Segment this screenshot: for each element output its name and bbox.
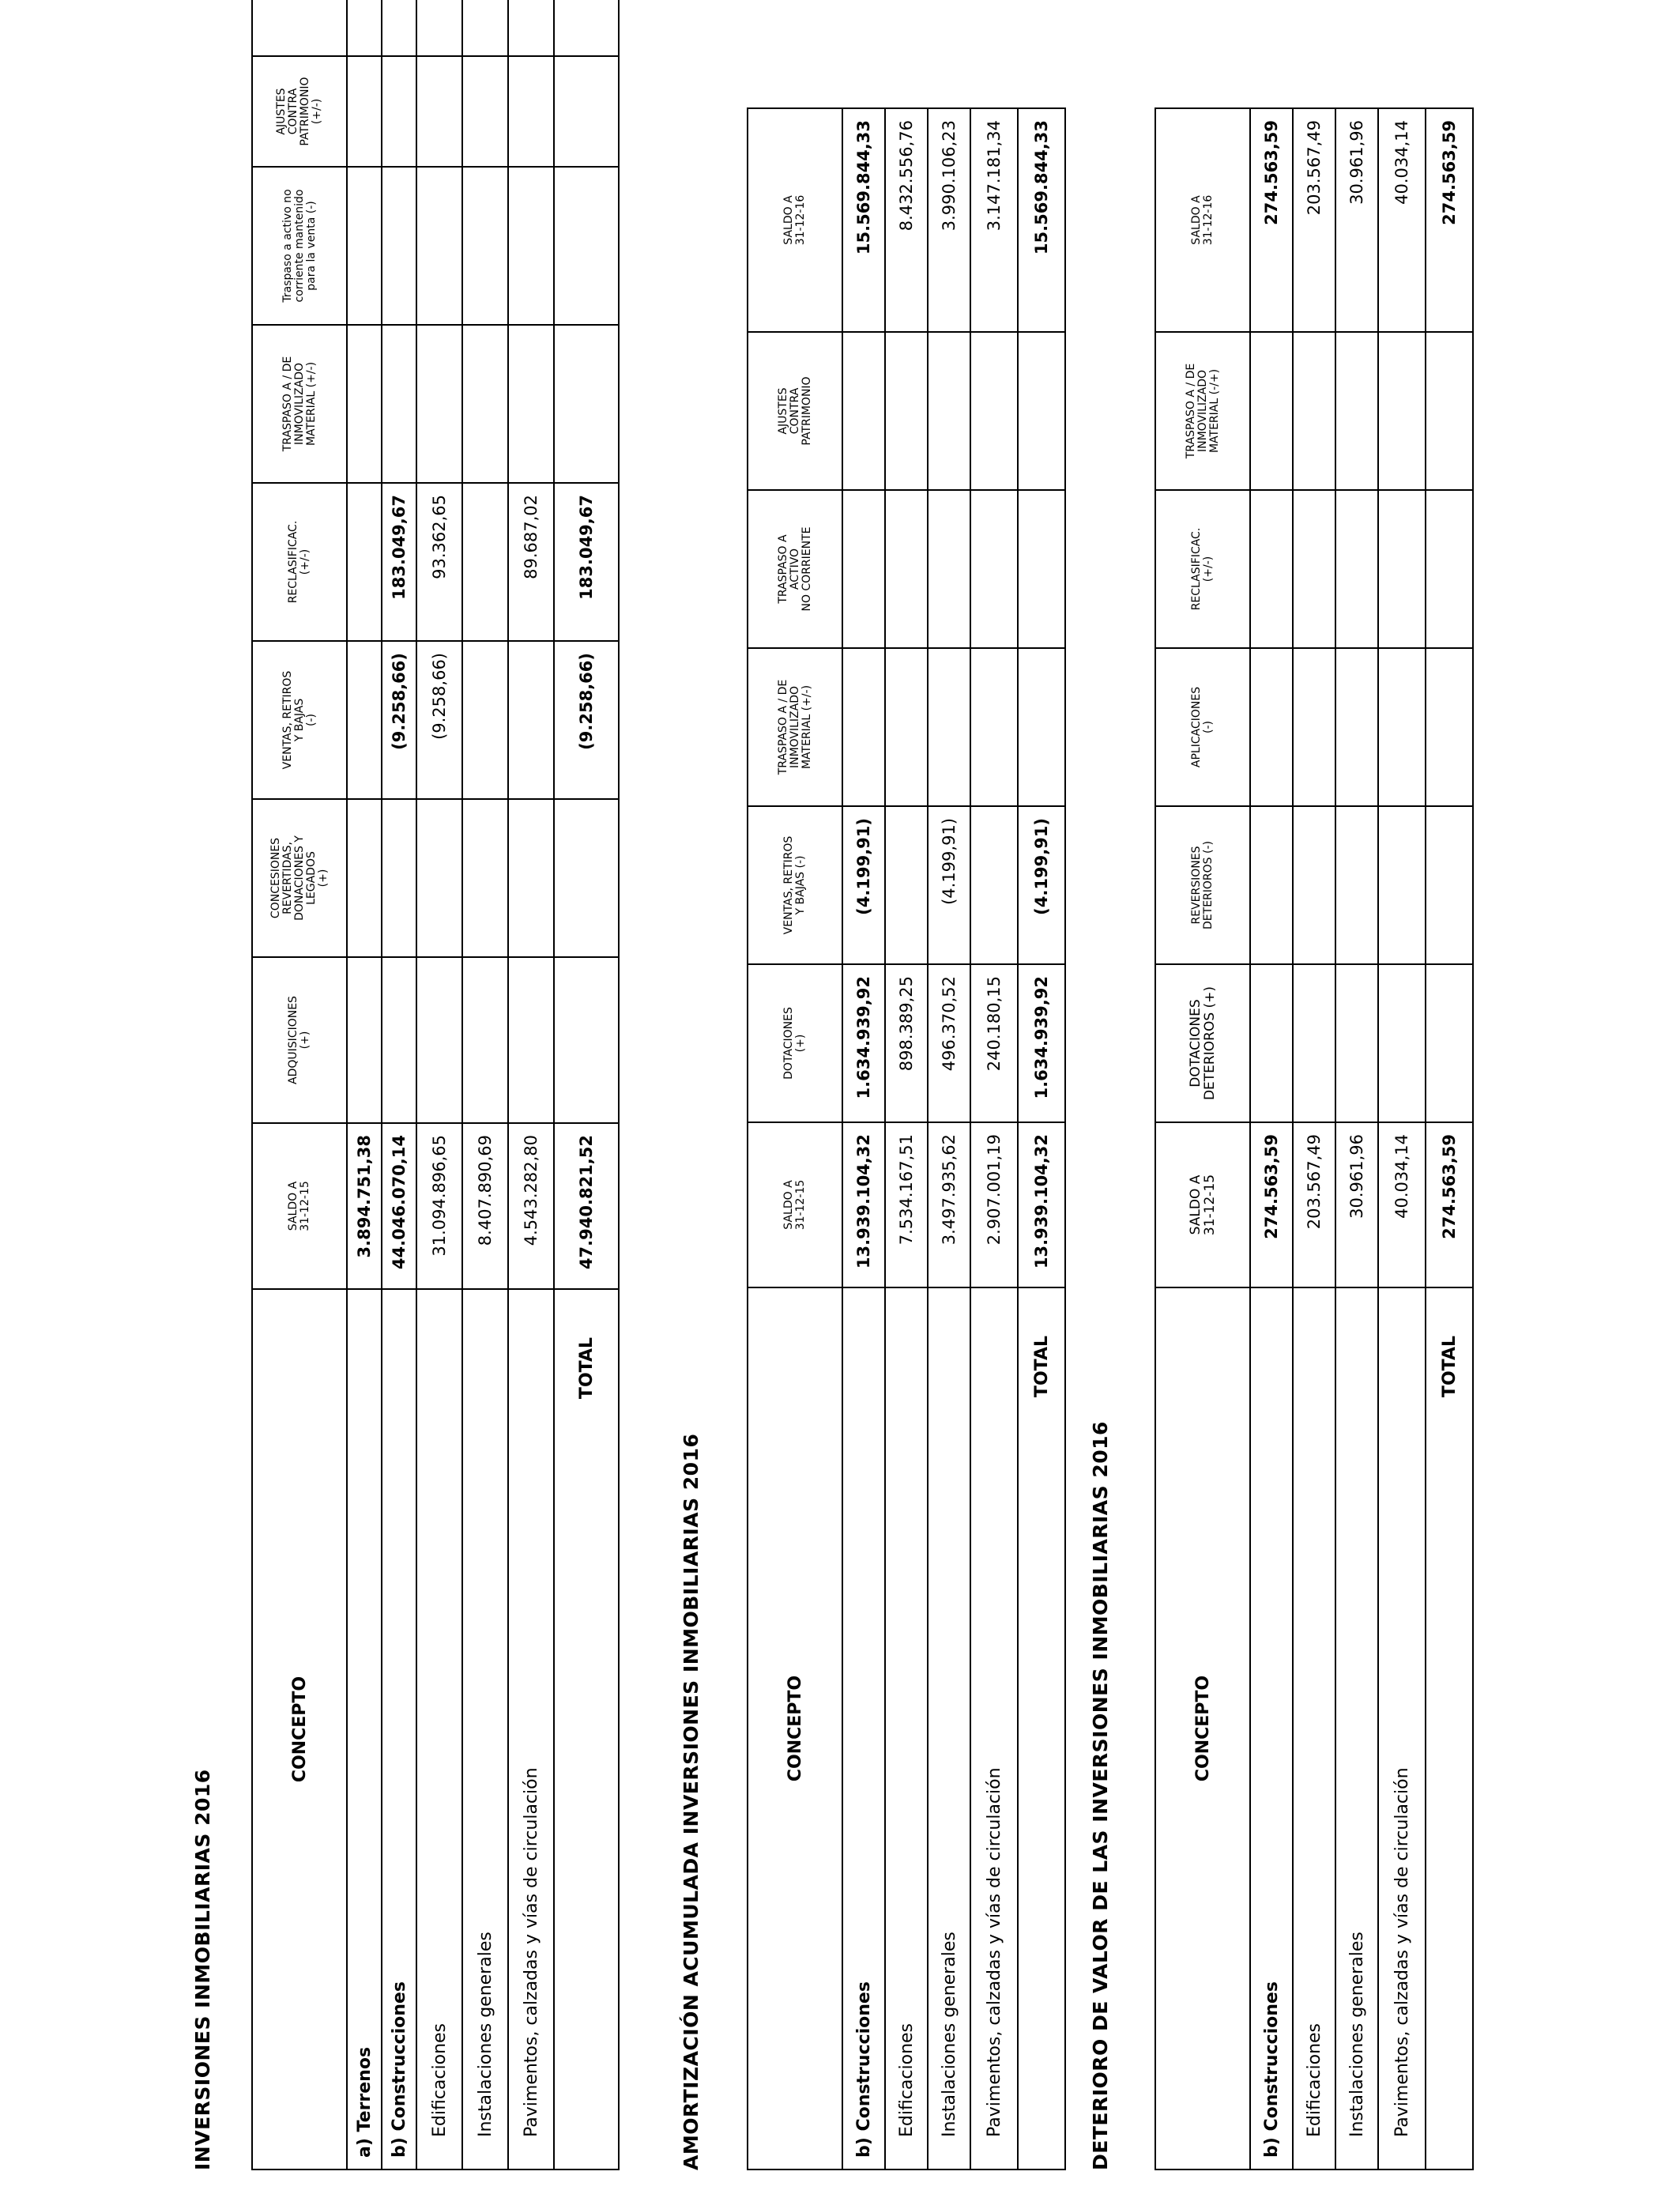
value-cell-traspaso-act: [928, 490, 970, 648]
header-ajustes: AJUSTES CONTRA PATRIMONIO (+/-): [252, 56, 347, 167]
value-cell-traspaso-act: [508, 167, 554, 325]
value-cell-saldo-fin: 15.569.844,33: [1018, 108, 1065, 332]
concept-cell: Edificaciones: [416, 1289, 462, 2169]
value-cell-traspaso-act: [347, 167, 382, 325]
value-cell-saldo-fin: 40.034,14: [1378, 108, 1426, 332]
value-cell-reversiones: [1426, 806, 1473, 964]
table-header-row: [252, 0, 347, 2169]
section-title-inversiones: INVERSIONES INMOBILIARIAS 2016: [191, 1769, 214, 2170]
table-row: [970, 108, 1018, 2169]
value-cell-traspaso-inm: [1378, 332, 1426, 490]
header-concepto: CONCEPTO: [252, 1289, 347, 2169]
value-cell-saldo-ini: 13.939.104,32: [1018, 1122, 1065, 1287]
value-cell-ventas: (9.258,66): [416, 641, 462, 799]
table-row: [1378, 108, 1426, 2169]
value-cell-ajustes: [462, 56, 508, 167]
value-cell-saldo-ini: 7.534.167,51: [885, 1122, 928, 1287]
value-cell-dotaciones: 1.634.939,92: [842, 964, 885, 1122]
value-cell-traspaso-act: [842, 490, 885, 648]
header-concesiones: CONCESIONES REVERTIDAS, DONACIONES Y LEGADOS (+): [252, 799, 347, 957]
table-inversiones: [251, 0, 620, 2170]
concept-cell: Pavimentos, calzadas y vías de circulación: [970, 1287, 1018, 2169]
value-cell-dotaciones: [1293, 964, 1335, 1122]
value-cell-ajustes: [416, 56, 462, 167]
value-cell-traspaso-act: [462, 167, 508, 325]
value-cell-saldo-fin: 3.990.106,23: [928, 108, 970, 332]
header-reclasif: RECLASIFICAC. (+/-): [252, 483, 347, 641]
value-cell-adquisiciones: [382, 957, 416, 1123]
value-cell-ventas: [347, 641, 382, 799]
value-cell-ventas: [508, 641, 554, 799]
value-cell-traspaso-inm: [347, 325, 382, 483]
value-cell-concesiones: [382, 799, 416, 957]
value-cell-reversiones: [1250, 806, 1293, 964]
header-saldo-ini: SALDO A 31-12-15: [1155, 1122, 1250, 1287]
value-cell-ajustes: [928, 332, 970, 490]
table-total-row: [1426, 108, 1473, 2169]
header-traspaso-act: Traspaso a activo no corriente mantenido para la venta (-): [252, 167, 347, 325]
concept-cell: TOTAL: [1426, 1287, 1473, 2169]
concept-cell: b) Construcciones: [842, 1287, 885, 2169]
table-total-row: [1018, 108, 1065, 2169]
header-reversiones: REVERSIONES DETERIOROS (-): [1155, 806, 1250, 964]
header-reclasif: RECLASIFICAC. (+/-): [1155, 490, 1250, 648]
value-cell-reclasif: 183.049,67: [554, 483, 619, 641]
value-cell-ventas: [970, 806, 1018, 964]
value-cell-traspaso-inm: [462, 325, 508, 483]
value-cell-adquisiciones: [462, 957, 508, 1123]
value-cell-ventas: (9.258,66): [554, 641, 619, 799]
concept-cell: TOTAL: [554, 1289, 619, 2169]
value-cell-adquisiciones: [416, 957, 462, 1123]
value-cell-saldo-fin: [462, 0, 508, 56]
header-saldo-ini: SALDO A 31-12-15: [748, 1122, 842, 1287]
value-cell-saldo-fin: 8.432.556,76: [885, 108, 928, 332]
concept-cell: b) Construcciones: [382, 1289, 416, 2169]
value-cell-traspaso-inm: [1018, 648, 1065, 806]
value-cell-saldo-ini: 2.907.001,19: [970, 1122, 1018, 1287]
value-cell-aplicaciones: [1378, 648, 1426, 806]
value-cell-concesiones: [554, 799, 619, 957]
table-row: [842, 108, 885, 2169]
value-cell-dotaciones: 898.389,25: [885, 964, 928, 1122]
value-cell-ajustes: [842, 332, 885, 490]
value-cell-ajustes: [382, 56, 416, 167]
value-cell-ventas: (9.258,66): [382, 641, 416, 799]
header-aplicaciones: APLICACIONES (-): [1155, 648, 1250, 806]
value-cell-saldo-fin: 274.563,59: [1250, 108, 1293, 332]
value-cell-traspaso-inm: [1426, 332, 1473, 490]
value-cell-saldo-ini: 40.034,14: [1378, 1122, 1426, 1287]
value-cell-saldo-ini: 13.939.104,32: [842, 1122, 885, 1287]
value-cell-saldo-fin: 30.961,96: [1335, 108, 1378, 332]
value-cell-reclasif: [1293, 490, 1335, 648]
table-row: [416, 0, 462, 2169]
concept-cell: a) Terrenos: [347, 1289, 382, 2169]
header-ajustes: AJUSTES CONTRA PATRIMONIO: [748, 332, 842, 490]
value-cell-ajustes: [970, 332, 1018, 490]
concept-cell: Pavimentos, calzadas y vías de circulación: [508, 1289, 554, 2169]
value-cell-saldo-ini: 274.563,59: [1250, 1122, 1293, 1287]
value-cell-saldo-fin: 3.147.181,34: [970, 108, 1018, 332]
table-row: [347, 0, 382, 2169]
table-row: [1335, 108, 1378, 2169]
value-cell-dotaciones: 1.634.939,92: [1018, 964, 1065, 1122]
table-row: [462, 0, 508, 2169]
section-title-deterioro: DETERIORO DE VALOR DE LAS INVERSIONES INMOBILIARIAS 2016: [1089, 1421, 1112, 2170]
header-saldo-fin: SALDO A 31-12-16: [748, 108, 842, 332]
value-cell-traspaso-act: [1018, 490, 1065, 648]
table-row: [508, 0, 554, 2169]
value-cell-ventas: [462, 641, 508, 799]
value-cell-adquisiciones: [508, 957, 554, 1123]
value-cell-saldo-ini: 47.940.821,52: [554, 1123, 619, 1289]
value-cell-concesiones: [462, 799, 508, 957]
concept-cell: Edificaciones: [885, 1287, 928, 2169]
value-cell-reclasif: [1378, 490, 1426, 648]
value-cell-reclasif: [462, 483, 508, 641]
value-cell-aplicaciones: [1293, 648, 1335, 806]
header-concepto: CONCEPTO: [748, 1287, 842, 2169]
value-cell-reclasif: 183.049,67: [382, 483, 416, 641]
header-dotaciones: DOTACIONES DETERIOROS (+): [1155, 964, 1250, 1122]
value-cell-reclasif: [1250, 490, 1293, 648]
value-cell-saldo-ini: 30.961,96: [1335, 1122, 1378, 1287]
value-cell-saldo-fin: [382, 0, 416, 56]
value-cell-ajustes: [347, 56, 382, 167]
concept-cell: b) Construcciones: [1250, 1287, 1293, 2169]
value-cell-dotaciones: [1335, 964, 1378, 1122]
value-cell-reclasif: [1426, 490, 1473, 648]
value-cell-dotaciones: 496.370,52: [928, 964, 970, 1122]
value-cell-reclasif: [1335, 490, 1378, 648]
value-cell-traspaso-inm: [1250, 332, 1293, 490]
value-cell-saldo-ini: 3.894.751,38: [347, 1123, 382, 1289]
value-cell-saldo-fin: 203.567,49: [1293, 108, 1335, 332]
value-cell-concesiones: [508, 799, 554, 957]
value-cell-saldo-fin: [508, 0, 554, 56]
value-cell-aplicaciones: [1250, 648, 1293, 806]
value-cell-ajustes: [554, 56, 619, 167]
table-header-row: [748, 108, 842, 2169]
concept-cell: Edificaciones: [1293, 1287, 1335, 2169]
value-cell-aplicaciones: [1426, 648, 1473, 806]
concept-cell: TOTAL: [1018, 1287, 1065, 2169]
header-traspaso-inm: TRASPASO A / DE INMOVILIZADO MATERIAL (+/-): [252, 325, 347, 483]
value-cell-saldo-ini: 4.543.282,80: [508, 1123, 554, 1289]
table-amortizacion: [747, 107, 1066, 2170]
value-cell-ventas: (4.199,91): [1018, 806, 1065, 964]
header-ventas: VENTAS, RETIROS Y BAJAS (-): [252, 641, 347, 799]
value-cell-adquisiciones: [554, 957, 619, 1123]
concept-cell: Pavimentos, calzadas y vías de circulación: [1378, 1287, 1426, 2169]
value-cell-saldo-fin: 15.569.844,33: [842, 108, 885, 332]
header-traspaso-inm: TRASPASO A / DE INMOVILIZADO MATERIAL (-/+): [1155, 332, 1250, 490]
value-cell-saldo-fin: 274.563,59: [1426, 108, 1473, 332]
value-cell-adquisiciones: [347, 957, 382, 1123]
concept-cell: Instalaciones generales: [1335, 1287, 1378, 2169]
header-adquisiciones: ADQUISICIONES (+): [252, 957, 347, 1123]
value-cell-ajustes: [508, 56, 554, 167]
value-cell-traspaso-inm: [508, 325, 554, 483]
value-cell-traspaso-inm: [1293, 332, 1335, 490]
header-traspaso-inm: TRASPASO A / DE INMOVILIZADO MATERIAL (+/-): [748, 648, 842, 806]
header-saldo-ini: SALDO A 31-12-15: [252, 1123, 347, 1289]
table-header-row: [1155, 108, 1250, 2169]
concept-cell: Instalaciones generales: [462, 1289, 508, 2169]
value-cell-ajustes: [1018, 332, 1065, 490]
table-total-row: [554, 0, 619, 2169]
value-cell-saldo-ini: 31.094.896,65: [416, 1123, 462, 1289]
header-ventas: VENTAS, RETIROS Y BAJAS (-): [748, 806, 842, 964]
table-row: [885, 108, 928, 2169]
value-cell-traspaso-inm: [1335, 332, 1378, 490]
value-cell-concesiones: [347, 799, 382, 957]
value-cell-ventas: [885, 806, 928, 964]
value-cell-ajustes: [885, 332, 928, 490]
value-cell-reversiones: [1335, 806, 1378, 964]
value-cell-saldo-fin: [416, 0, 462, 56]
table-row: [1250, 108, 1293, 2169]
value-cell-saldo-fin: [554, 0, 619, 56]
value-cell-traspaso-inm: [416, 325, 462, 483]
value-cell-saldo-ini: 44.046.070,14: [382, 1123, 416, 1289]
header-traspaso-act: TRASPASO A ACTIVO NO CORRIENTE: [748, 490, 842, 648]
value-cell-dotaciones: [1378, 964, 1426, 1122]
header-dotaciones: DOTACIONES (+): [748, 964, 842, 1122]
value-cell-ventas: (4.199,91): [842, 806, 885, 964]
value-cell-traspaso-act: [885, 490, 928, 648]
value-cell-reclasif: [347, 483, 382, 641]
value-cell-concesiones: [416, 799, 462, 957]
value-cell-saldo-ini: 3.497.935,62: [928, 1122, 970, 1287]
value-cell-dotaciones: [1250, 964, 1293, 1122]
value-cell-saldo-fin: [347, 0, 382, 56]
header-saldo-fin: [252, 0, 347, 56]
section-title-amortizacion: AMORTIZACIÓN ACUMULADA INVERSIONES INMOBILIARIAS 2016: [680, 1433, 703, 2170]
value-cell-traspaso-act: [382, 167, 416, 325]
value-cell-traspaso-inm: [970, 648, 1018, 806]
value-cell-traspaso-act: [554, 167, 619, 325]
value-cell-traspaso-inm: [554, 325, 619, 483]
value-cell-reclasif: 89.687,02: [508, 483, 554, 641]
header-concepto: CONCEPTO: [1155, 1287, 1250, 2169]
value-cell-traspaso-inm: [842, 648, 885, 806]
value-cell-ventas: (4.199,91): [928, 806, 970, 964]
concept-cell: Instalaciones generales: [928, 1287, 970, 2169]
value-cell-saldo-ini: 203.567,49: [1293, 1122, 1335, 1287]
value-cell-traspaso-inm: [885, 648, 928, 806]
table-row: [1293, 108, 1335, 2169]
value-cell-saldo-ini: 8.407.890,69: [462, 1123, 508, 1289]
table-row: [382, 0, 416, 2169]
value-cell-dotaciones: 240.180,15: [970, 964, 1018, 1122]
table-row: [928, 108, 970, 2169]
value-cell-saldo-ini: 274.563,59: [1426, 1122, 1473, 1287]
value-cell-traspaso-inm: [382, 325, 416, 483]
value-cell-dotaciones: [1426, 964, 1473, 1122]
value-cell-traspaso-inm: [928, 648, 970, 806]
value-cell-reclasif: 93.362,65: [416, 483, 462, 641]
value-cell-reversiones: [1293, 806, 1335, 964]
value-cell-traspaso-act: [416, 167, 462, 325]
value-cell-reversiones: [1378, 806, 1426, 964]
header-saldo-fin: SALDO A 31-12-16: [1155, 108, 1250, 332]
value-cell-traspaso-act: [970, 490, 1018, 648]
table-deterioro: [1155, 107, 1474, 2170]
value-cell-aplicaciones: [1335, 648, 1378, 806]
